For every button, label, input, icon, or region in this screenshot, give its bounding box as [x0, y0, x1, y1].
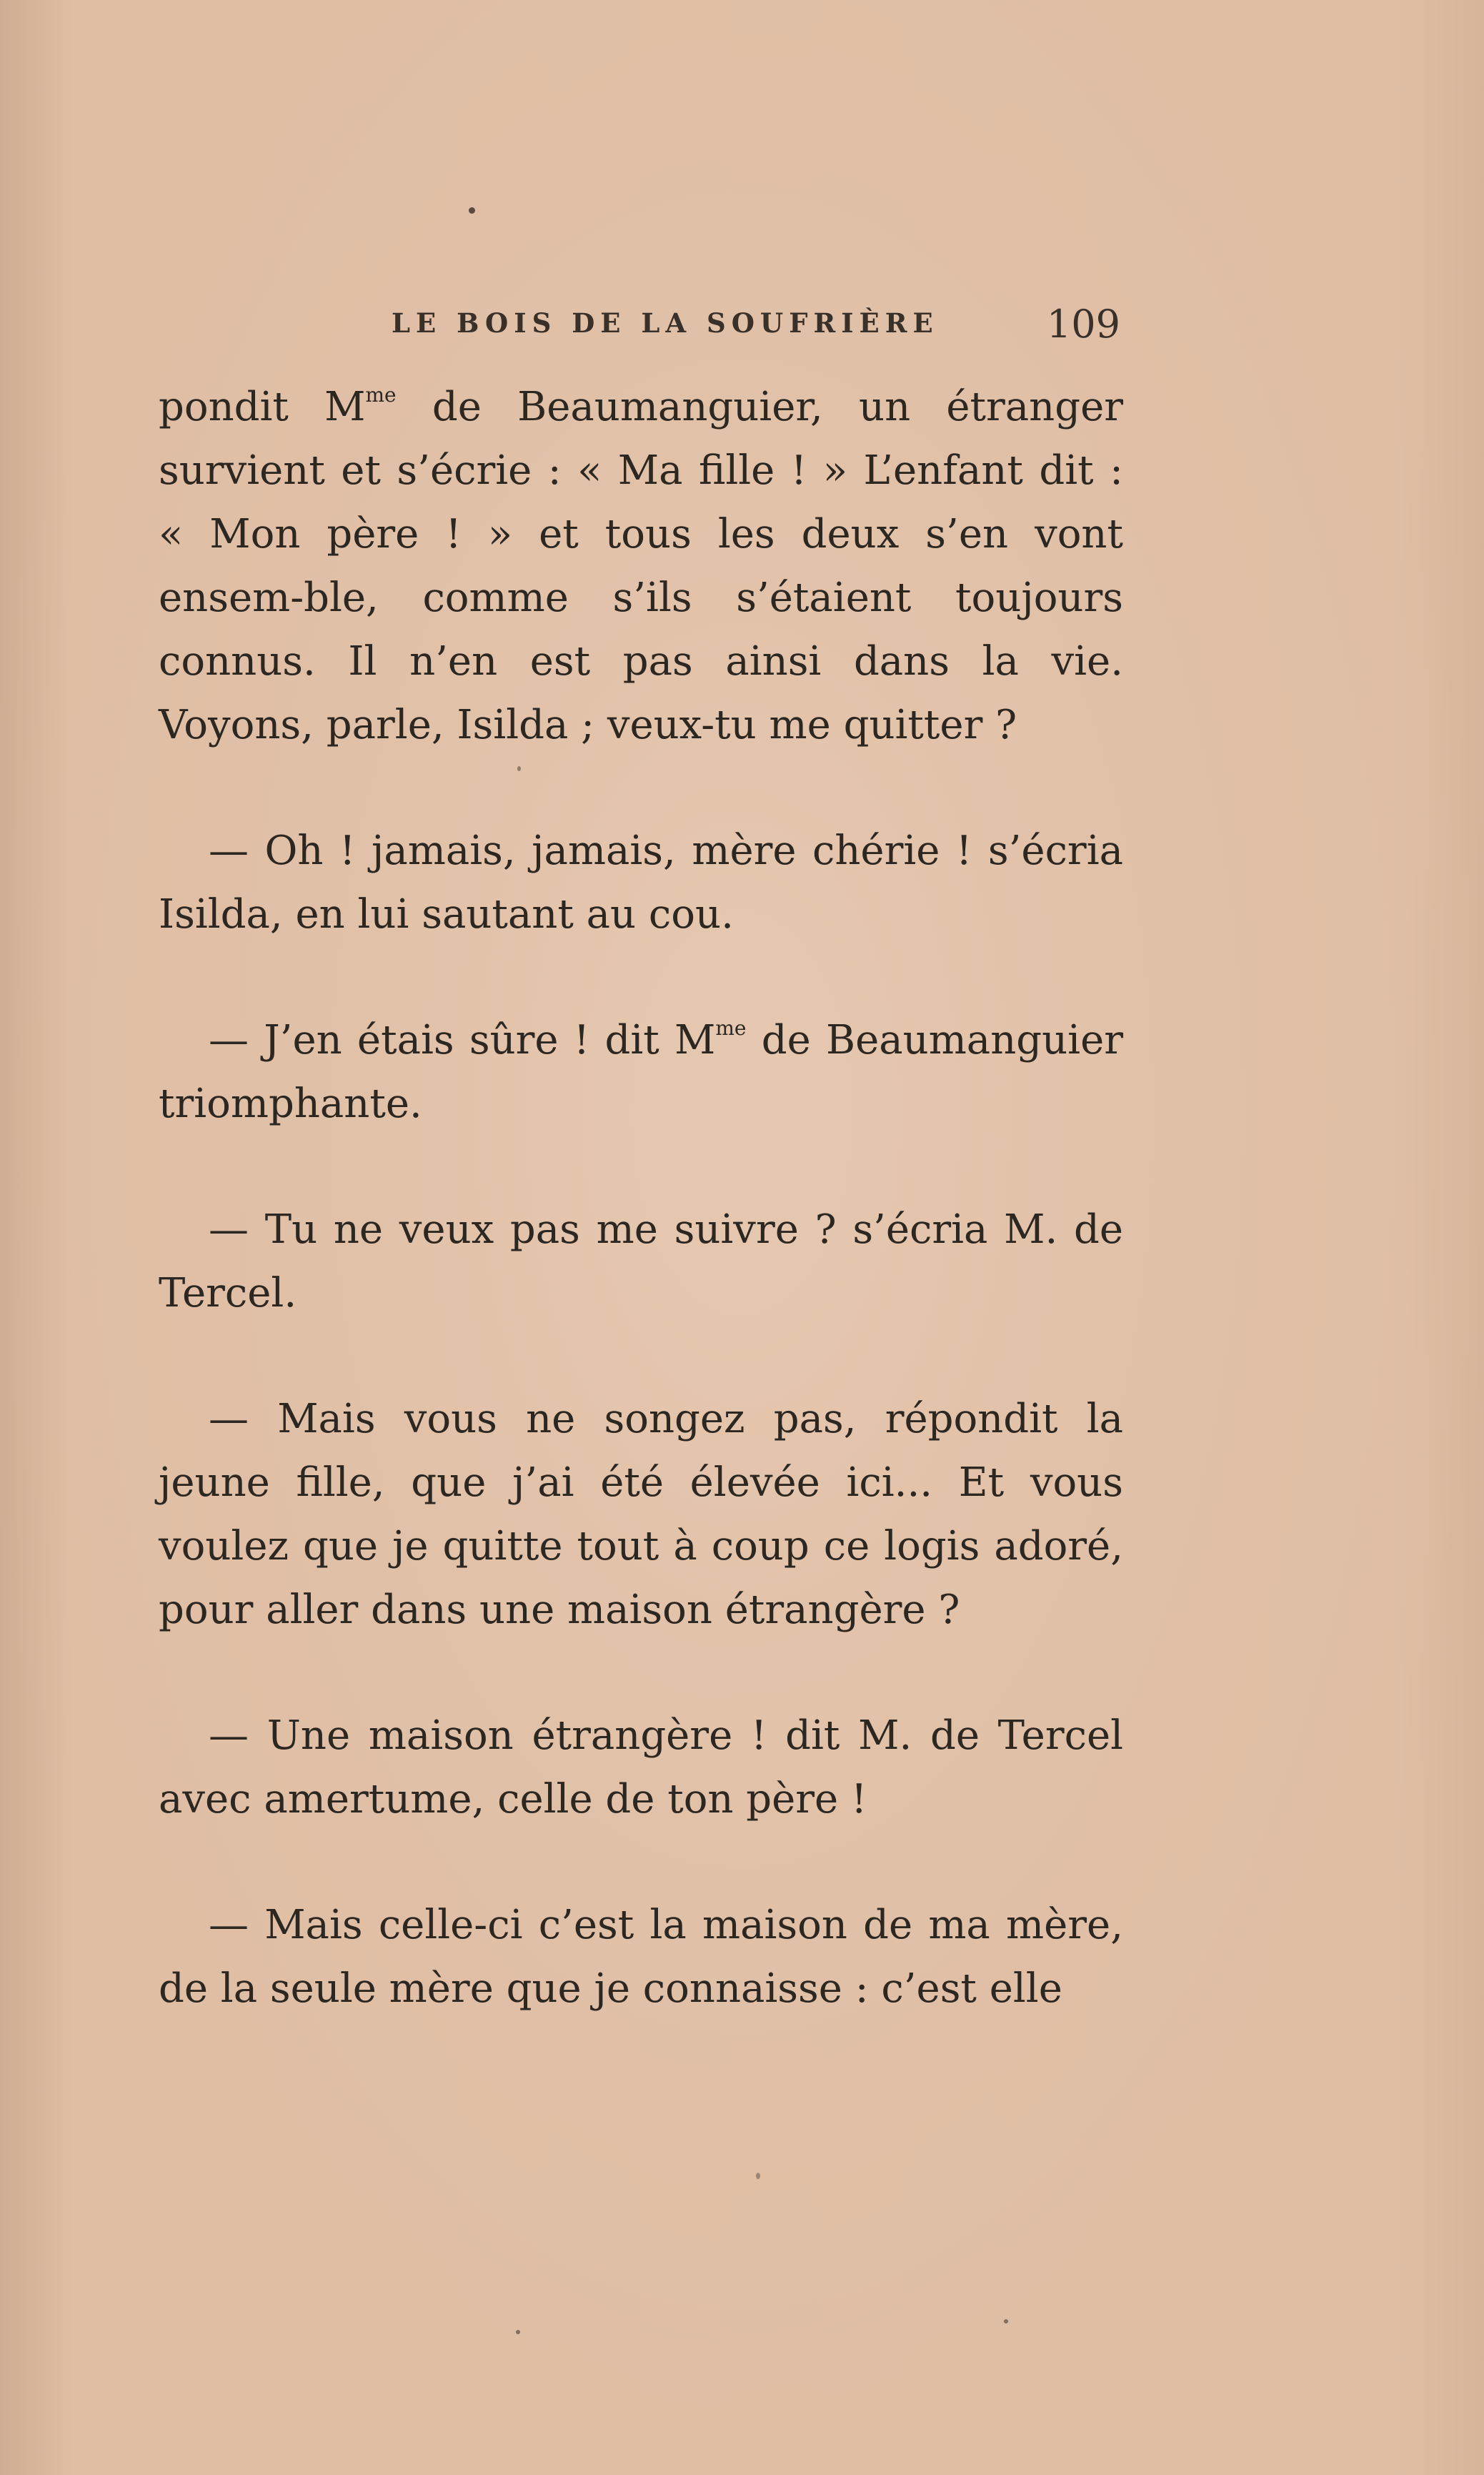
- running-title: LE BOIS DE LA SOUFRIÈRE: [392, 307, 939, 339]
- text-run: — Mais celle-ci c’est la maison de ma mère, de la seule mère que je connaisse : c’est elle: [159, 1902, 1123, 2012]
- ink-speck: [469, 207, 475, 214]
- ink-speck: [1004, 2319, 1008, 2323]
- text-run: de Beaumanguier triomphante.: [159, 1017, 1123, 1127]
- text-run: — Mais vous ne songez pas, répondit la jeune fille, que j’ai été élevée ici... Et vous voulez que je quitte tout à coup ce logis adoré, pour aller dans une maison étrangère ?: [159, 1396, 1123, 1633]
- page-number: 109: [1046, 302, 1120, 347]
- body-text: [159, 375, 1123, 2020]
- text-run: — Oh ! jamais, jamais, mère chérie ! s’écria Isilda, en lui sautant au cou.: [159, 828, 1123, 938]
- running-header: [392, 302, 1120, 350]
- abbreviation-superscript: me: [365, 383, 397, 407]
- text-run: — Tu ne veux pas me suivre ? s’écria M. de Tercel.: [159, 1206, 1123, 1316]
- paragraph: [159, 1198, 1123, 1325]
- text-run: — Une maison étrangère ! dit M. de Tercel avec amertume, celle de ton père !: [159, 1712, 1123, 1822]
- paragraph: [159, 1387, 1123, 1642]
- paragraph: [159, 1893, 1123, 2020]
- paragraph: [159, 1704, 1123, 1831]
- text-run: de Beaumanguier, un étranger survient et s’écrie : « Ma fille ! » L’enfant dit : « Mon père ! » et tous les deux s’en vont ensem-ble, comme s’ils s’étaient toujours connus. Il n’en est pas ainsi dans la vie. Voyons, parle, Isilda ; veux-tu me quitter ?: [159, 384, 1124, 748]
- paragraph: [159, 819, 1123, 946]
- ink-speck: [516, 2330, 520, 2334]
- paragraph: [159, 1008, 1123, 1136]
- text-run: — J’en étais sûre ! dit M: [209, 1017, 716, 1063]
- text-run: pondit M: [159, 384, 366, 430]
- paragraph: [159, 375, 1123, 757]
- ink-speck: [756, 2173, 760, 2179]
- abbreviation-superscript: me: [715, 1016, 747, 1040]
